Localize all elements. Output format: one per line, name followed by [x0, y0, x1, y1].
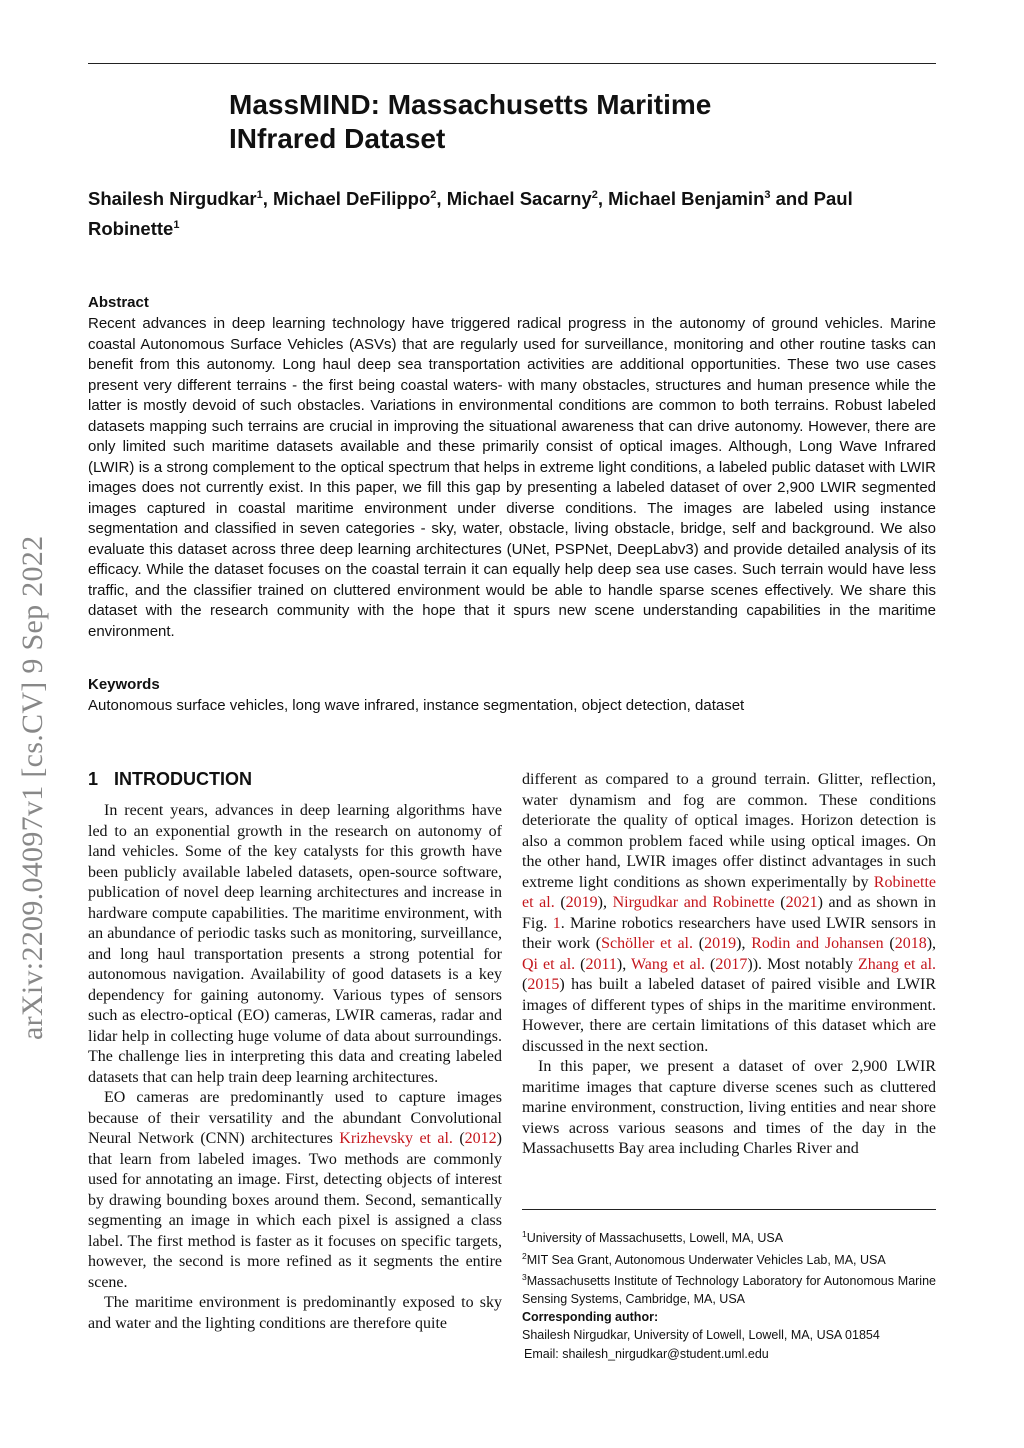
author: Michael DeFilippo	[273, 188, 431, 210]
section-number: 1	[88, 769, 99, 789]
affiliation-mark: 1	[256, 189, 263, 201]
affiliation-mark: 2	[591, 189, 598, 201]
intro-paragraph-2	[88, 1088, 502, 1293]
citation-year-link[interactable]: 2015	[527, 976, 560, 993]
corresponding-author-info: Shailesh Nirgudkar, University of Lowell, Lowell, MA, USA 01854	[522, 1328, 880, 1342]
top-rule	[88, 63, 936, 64]
author-separator: ,	[436, 188, 447, 210]
figure-link[interactable]: 1	[552, 914, 561, 932]
citation-link[interactable]: Schöller et al.	[601, 935, 694, 952]
paragraph-text: ) and as shown in Fig.	[522, 894, 937, 932]
citation-link[interactable]: Robinette et al.	[522, 873, 936, 911]
citation-link[interactable]: Nirgudkar and Robinette	[612, 894, 775, 911]
footnote	[522, 1248, 936, 1270]
abstract-heading: Abstract	[88, 294, 149, 311]
paragraph-text: (	[452, 1130, 465, 1147]
citation-link[interactable]: Rodin and Johansen	[751, 935, 884, 952]
paragraph-text: )). Most notably	[747, 955, 859, 973]
footnote	[522, 1226, 936, 1248]
title-line-1: MassMIND: Massachusetts Maritime	[229, 89, 712, 120]
title-line-2: INfrared Dataset	[229, 123, 446, 154]
author-separator: and	[770, 188, 814, 210]
paragraph-text: different as compared to a ground terrain. Glitter, reflection, water dynamism and fog are common. These conditions deteriorate the quality of optical images. Horizon detection is also a common problem faced while using optical images. On the other hand, LWIR images offer distinct advantages in such extreme light conditions as shown experimentally by	[522, 771, 936, 891]
intro-paragraph-5: In this paper, we present a dataset of over 2,900 LWIR maritime images that capture diverse scenes such as cluttered marine environment, construction, living entities and near shore views across various seasons and times of the day in the Massachusetts Bay area including Charles River and	[522, 1058, 936, 1157]
citation-link[interactable]: Zhang et al.	[858, 955, 937, 973]
citation-year-link[interactable]: 2021	[785, 894, 818, 911]
citation-year-link[interactable]: 2019	[565, 894, 598, 911]
citation-link[interactable]: Krizhevsky et al.	[339, 1130, 453, 1147]
footnote-mark: 3	[522, 1272, 527, 1283]
paragraph-text: ) has built a labeled dataset of paired visible and LWIR images of different types of ships in the maritime environment. However, there are certain limitations of this dataset which are discussed in the next section.	[522, 976, 936, 1055]
keywords-heading: Keywords	[88, 676, 160, 693]
paragraph-text: . Marine robotics researchers have used LWIR sensors in their work (	[522, 914, 937, 952]
left-column	[88, 801, 502, 1334]
footnote-text: Massachusetts Institute of Technology Laboratory for Autonomous Marine Sensing Systems, Cambridge, MA, USA	[522, 1274, 936, 1306]
affiliation-mark: 1	[173, 219, 180, 232]
paper-title	[229, 88, 849, 156]
section-title: INTRODUCTION	[114, 769, 253, 789]
footnote-rule	[522, 1209, 936, 1210]
abstract-text: Recent advances in deep learning technology have triggered radical progress in the autonomy of ground vehicles. Marine coastal Autonomous Surface Vehicles (ASVs) that are regularly used for surveillance, monitoring and other routine tasks can benefit from this autonomy. Long haul deep sea transportation activities are additional opportunities. These two use cases present very different terrains - the first being coastal waters- with many obstacles, structures and human presence while the latter is mostly devoid of such obstacles. Variations in environmental conditions are common to both terrains. Robust labeled datasets mapping such terrains are crucial in improving the situational awareness that can drive autonomy. However, there are only limited such maritime datasets available and these primarily consist of optical images. Although, Long Wave Infrared (LWIR) is a strong complement to the optical spectrum that helps in extreme light conditions, a labeled public dataset with LWIR images does not currently exist. In this paper, we fill this gap by presenting a labeled dataset of over 2,900 LWIR segmented images captured in coastal maritime environment under diverse conditions. The images are labeled using instance segmentation and classified in seven categories - sky, water, obstacle, living obstacle, bridge, self and background. We also evaluate this dataset across three deep learning architectures (UNet, PSPNet, DeepLabv3) and provide detailed analysis of its efficacy. While the dataset focuses on the coastal terrain it can equally help deep sea use cases. Such terrain would have less traffic, and the classifier trained on cluttered environment would be able to handle sparse scenes effectively. We share this dataset with the research community with the hope that it spurs new scene understanding capabilities in the maritime environment.	[88, 315, 936, 640]
footnote-text: University of Massachusetts, Lowell, MA, USA	[526, 1231, 784, 1246]
intro-paragraph-3: The maritime environment is predominantly exposed to sky and water and the lighting conditions are therefore quite	[88, 1294, 502, 1332]
affiliation-mark: 2	[430, 189, 437, 201]
paragraph-text: EO cameras are predominantly used to capture images because of their versatility and the abundant Convolutional Neural Network (CNN) architectures	[88, 1089, 502, 1147]
keywords-text: Autonomous surface vehicles, long wave infrared, instance segmentation, object detection, dataset	[88, 697, 745, 714]
affiliation-mark: 3	[764, 189, 771, 201]
intro-paragraph-1: In recent years, advances in deep learning algorithms have led to an exponential growth in the research on autonomy of land vehicles. Some of the key catalysts for this growth have been publicly available labeled datasets, open-source software, publication of novel deep learning architectures and increase in hardware compute capabilities. The maritime environment, with an abundance of periodic tasks such as monitoring, surveillance, and long haul transportation presents a strong potential for autonomous navigation. Availability of good datasets is a key dependency for gaining autonomy. Various types of sensors such as electro-optical (EO) cameras, LWIR cameras, radar and lidar help in collecting huge volume of data about surroundings. The challenge lies in interpreting this data and creating labeled datasets that can help train deep learning architectures.	[88, 802, 502, 1086]
citation-year-link[interactable]: 2018	[894, 935, 927, 952]
citation-link[interactable]: Wang et al.	[630, 955, 706, 973]
paragraph-text: ) that learn from labeled images. Two methods are commonly used for annotating an image. First, detecting objects of interest by drawing bounding boxes around them. Second, semantically segmenting an image in which each pixel is assigned a class label. The first method is faster as it focuses on specific targets, however, the second is more refined as it segments the entire scene.	[88, 1130, 502, 1291]
citation-link[interactable]: Qi et al.	[522, 955, 576, 973]
author: Michael Benjamin	[608, 188, 765, 210]
citation-year-link[interactable]: 2012	[464, 1130, 497, 1147]
corresponding-author-email[interactable]: Email: shailesh_nirgudkar@student.uml.edu	[524, 1347, 769, 1361]
intro-paragraph-4: different as compared to a ground terrain. Glitter, reflection, water dynamism and fog are common. These conditions deteriorate the quality of optical images. Horizon detection is also a common problem faced while using optical images. On the other hand, LWIR images offer distinct advantages in such extreme light conditions as shown experimentally by Robinette et al. (2019), Nirgudkar and Robinette (2021) and as shown in Fig. 1. Marine robotics researchers have used LWIR sensors in their work (Schöller et al. (2019), Rodin and Johansen (2018), Qi et al. (2011), Wang et al. (2017)). Most notably Zhang et al. (2015) has built a labeled dataset of paired visible and LWIR images of different types of ships in the maritime environment. However, there are certain limitations of this dataset which are discussed in the next section.	[522, 771, 937, 1055]
citation-year-link[interactable]: 2017	[715, 955, 748, 973]
footnote-mark: 1	[522, 1229, 527, 1239]
footnotes	[522, 1226, 936, 1308]
arxiv-stamp: arXiv:2209.04097v1 [cs.CV] 9 Sep 2022	[16, 535, 49, 1040]
author-separator: ,	[597, 188, 609, 210]
author: Shailesh Nirgudkar	[88, 188, 257, 210]
section-heading	[88, 769, 252, 790]
right-column	[522, 770, 936, 1160]
author-list	[88, 182, 936, 242]
author: Paul Robinette	[88, 188, 853, 240]
footnote	[522, 1269, 936, 1308]
author-separator: ,	[262, 188, 274, 210]
footnote-text: MIT Sea Grant, Autonomous Underwater Vehicles Lab, MA, USA	[526, 1252, 886, 1267]
corresponding-author-heading: Corresponding author:	[522, 1310, 659, 1324]
citation-year-link[interactable]: 2019	[704, 935, 737, 952]
citation-year-link[interactable]: 2011	[585, 955, 617, 973]
author: Michael Sacarny	[446, 188, 592, 210]
footnote-mark: 2	[522, 1250, 527, 1261]
